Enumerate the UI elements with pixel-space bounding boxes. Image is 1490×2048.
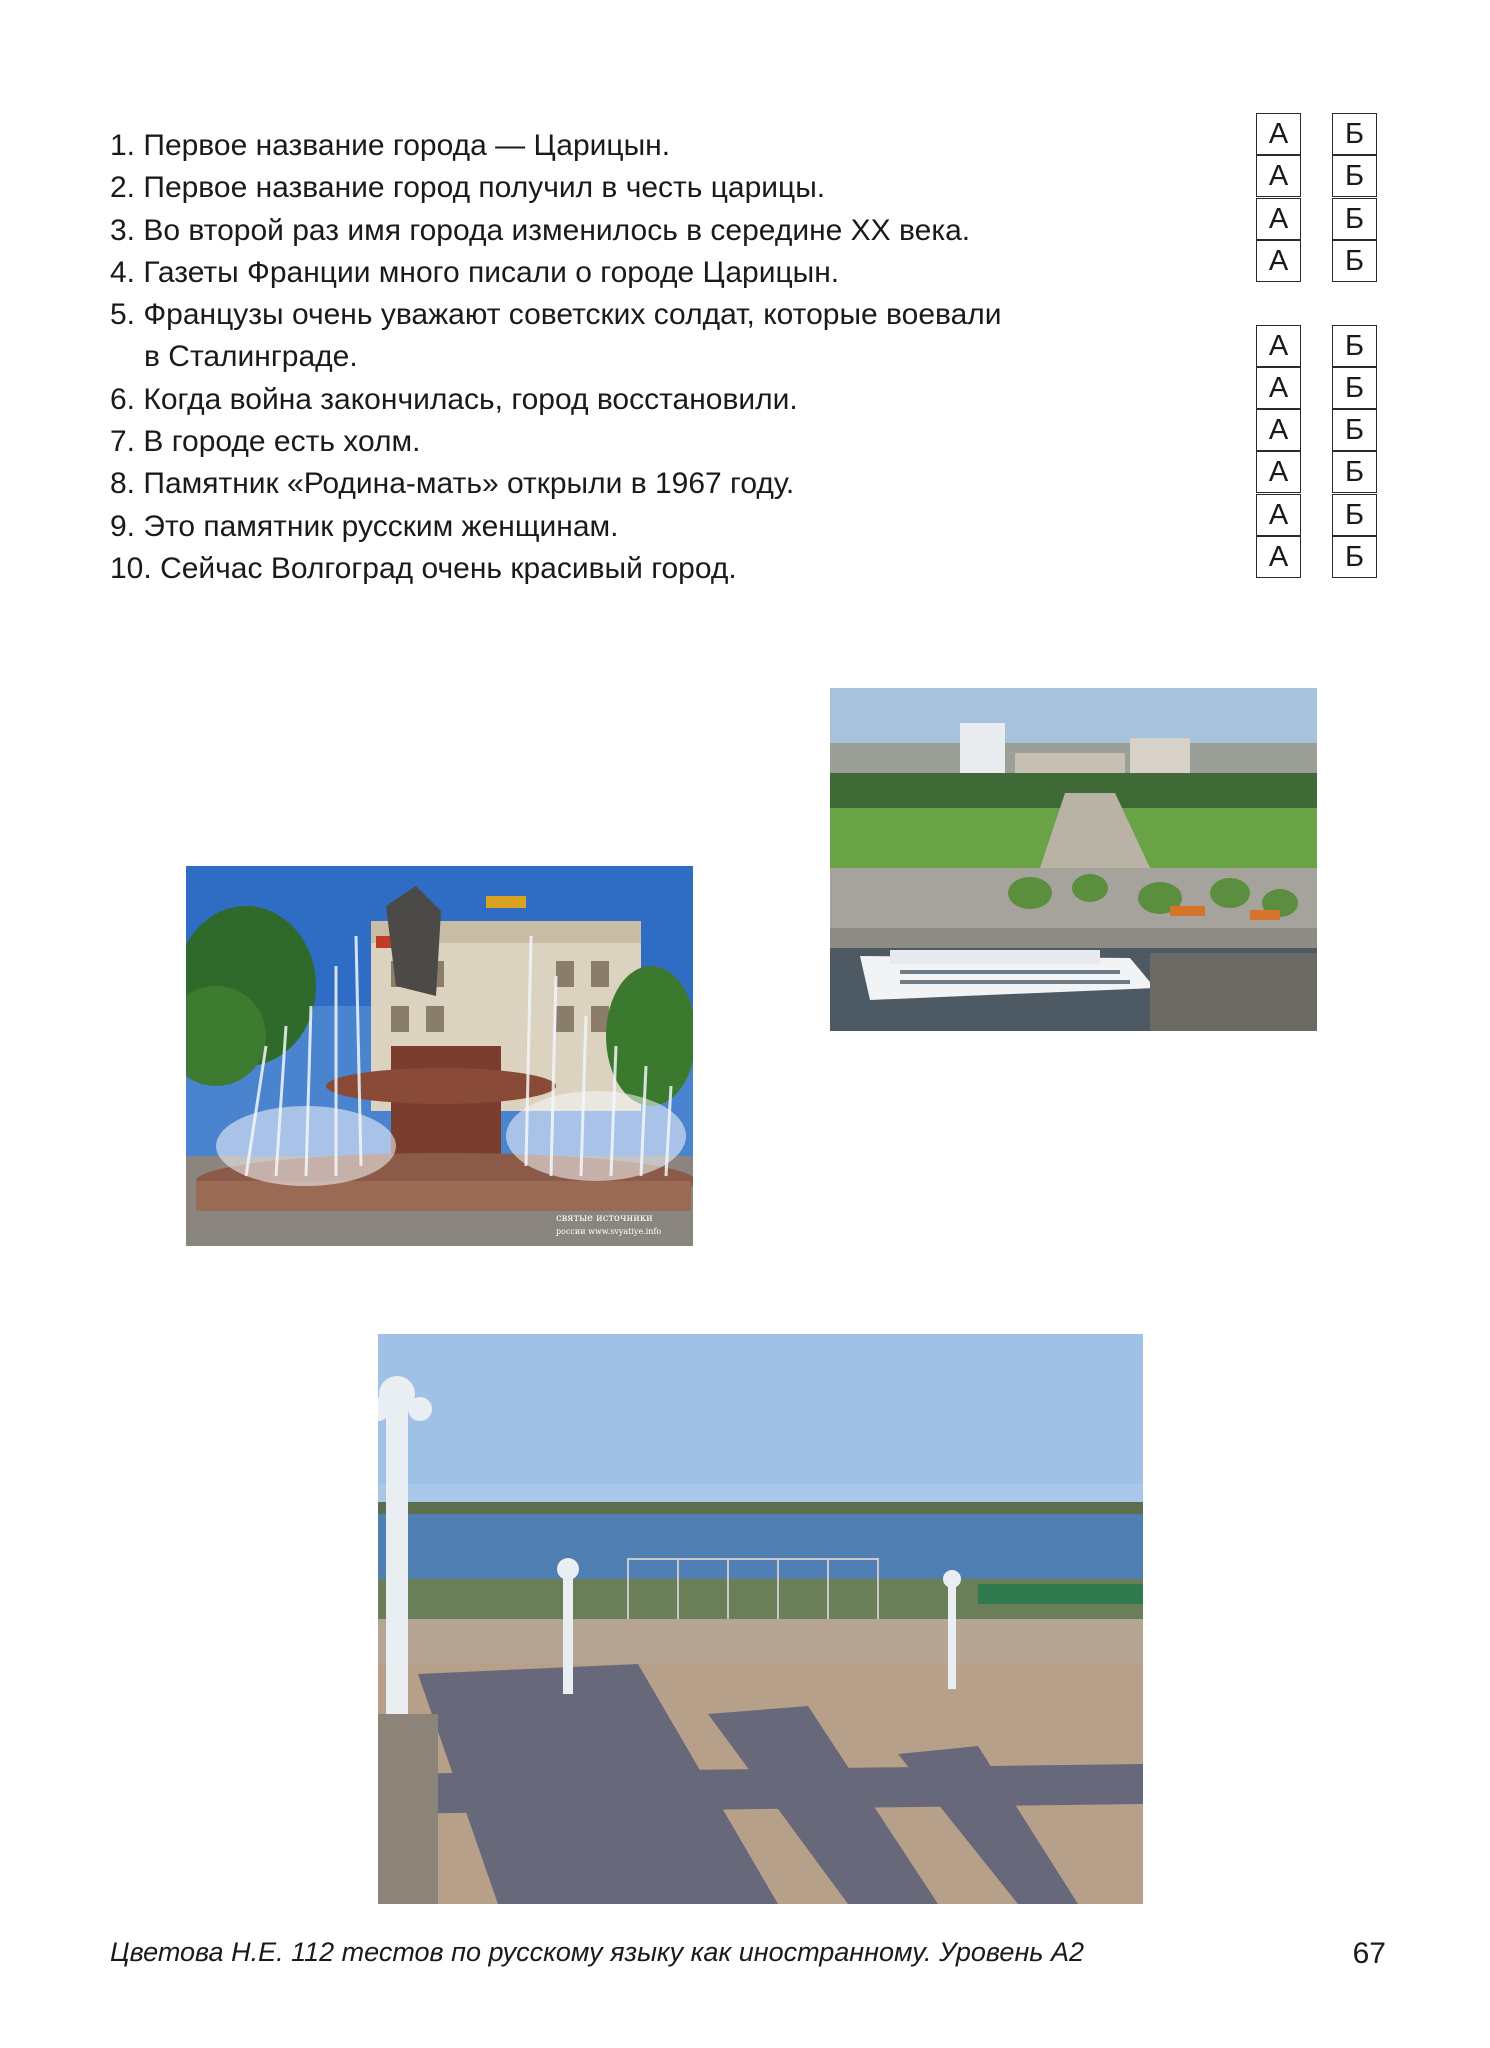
statement-number: 5. [110,298,136,332]
embankment-illustration [830,688,1317,1031]
answer-b-box[interactable]: Б [1332,113,1377,155]
answer-row-9 [1256,494,1380,536]
answer-row-3 [1256,198,1380,240]
statement-1 [110,125,1130,167]
answer-a-box[interactable]: А [1256,240,1301,282]
statement-4 [110,252,1130,294]
statement-5 [110,294,1130,379]
answer-b-box[interactable]: Б [1332,451,1377,493]
answer-b-box[interactable]: Б [1332,367,1377,409]
statement-number: 7. [110,425,136,459]
answer-a-box[interactable]: А [1256,494,1301,536]
statement-10 [110,548,1130,590]
answer-row-2 [1256,155,1380,197]
statement-text: Памятник «Родина-мать» открыли в 1967 году. [143,467,795,501]
answer-row-7 [1256,409,1380,451]
statement-text: Во второй раз имя города изменилось в середине XX века. [143,213,971,247]
riverfront-steps-photo [378,1334,1143,1904]
statement-list [110,125,1130,590]
answer-b-box[interactable]: Б [1332,536,1377,578]
answer-row-8 [1256,451,1380,493]
book-citation: Цветова Н.Е. 112 тестов по русскому языку как иностранному. Уровень А2 [110,1937,1085,1967]
statement-text: Первое название город получил в честь царицы. [143,171,826,205]
answer-b-box[interactable]: Б [1332,198,1377,240]
statement-2 [110,167,1130,209]
answer-a-box[interactable]: А [1256,536,1301,578]
answer-row-1 [1256,113,1380,155]
embankment-aerial-photo [830,688,1317,1031]
statement-number: 6. [110,382,136,416]
statement-text: Когда война закончилась, город восстановили. [143,382,798,416]
answer-b-box[interactable]: Б [1332,494,1377,536]
riverfront-steps-illustration [378,1334,1143,1904]
statement-number: 2. [110,171,136,205]
statement-number: 3. [110,213,136,247]
statement-number: 10. [110,551,152,585]
answer-a-box[interactable]: А [1256,198,1301,240]
statement-9 [110,506,1130,548]
answer-a-box[interactable]: А [1256,155,1301,197]
statement-number: 1. [110,129,136,162]
answer-a-box[interactable]: А [1256,367,1301,409]
answer-a-box[interactable]: А [1256,113,1301,155]
answer-a-box[interactable]: А [1256,409,1301,451]
statement-text: Французы очень уважают советских солдат, которые воевали [143,298,1002,332]
statement-3 [110,210,1130,252]
statement-7 [110,421,1130,463]
statement-text: В городе есть холм. [143,425,421,459]
statement-8 [110,463,1130,505]
answer-row-5 [1256,325,1380,367]
fountain-photo [186,866,693,1246]
answer-b-box[interactable]: Б [1332,240,1377,282]
statement-text: Сейчас Волгоград очень красивый город. [160,551,737,585]
page-number: 67 [1352,1937,1386,1970]
statement-number: 4. [110,255,136,289]
statement-number: 9. [110,509,136,543]
answer-b-box[interactable]: Б [1332,155,1377,197]
answer-row-10 [1256,536,1380,578]
statement-6 [110,379,1130,421]
answer-b-box[interactable]: Б [1332,325,1377,367]
statement-text-continued: в Сталинграде. [144,340,358,374]
fountain-illustration [186,866,693,1246]
answer-row-4 [1256,240,1380,282]
answer-b-box[interactable]: Б [1332,409,1377,451]
statement-text: Газеты Франции много писали о городе Царицын. [143,255,840,289]
photo-watermark-line2: россии www.svyatiye.info [556,1227,662,1236]
answer-a-box[interactable]: А [1256,451,1301,493]
statement-text: Это памятник русским женщинам. [143,509,619,543]
statement-text: Первое название города — Царицын. [143,129,671,162]
answer-row-6 [1256,367,1380,409]
answer-a-box[interactable]: А [1256,325,1301,367]
photo-watermark-line1: святые источники [556,1213,653,1224]
statement-number: 8. [110,467,136,501]
